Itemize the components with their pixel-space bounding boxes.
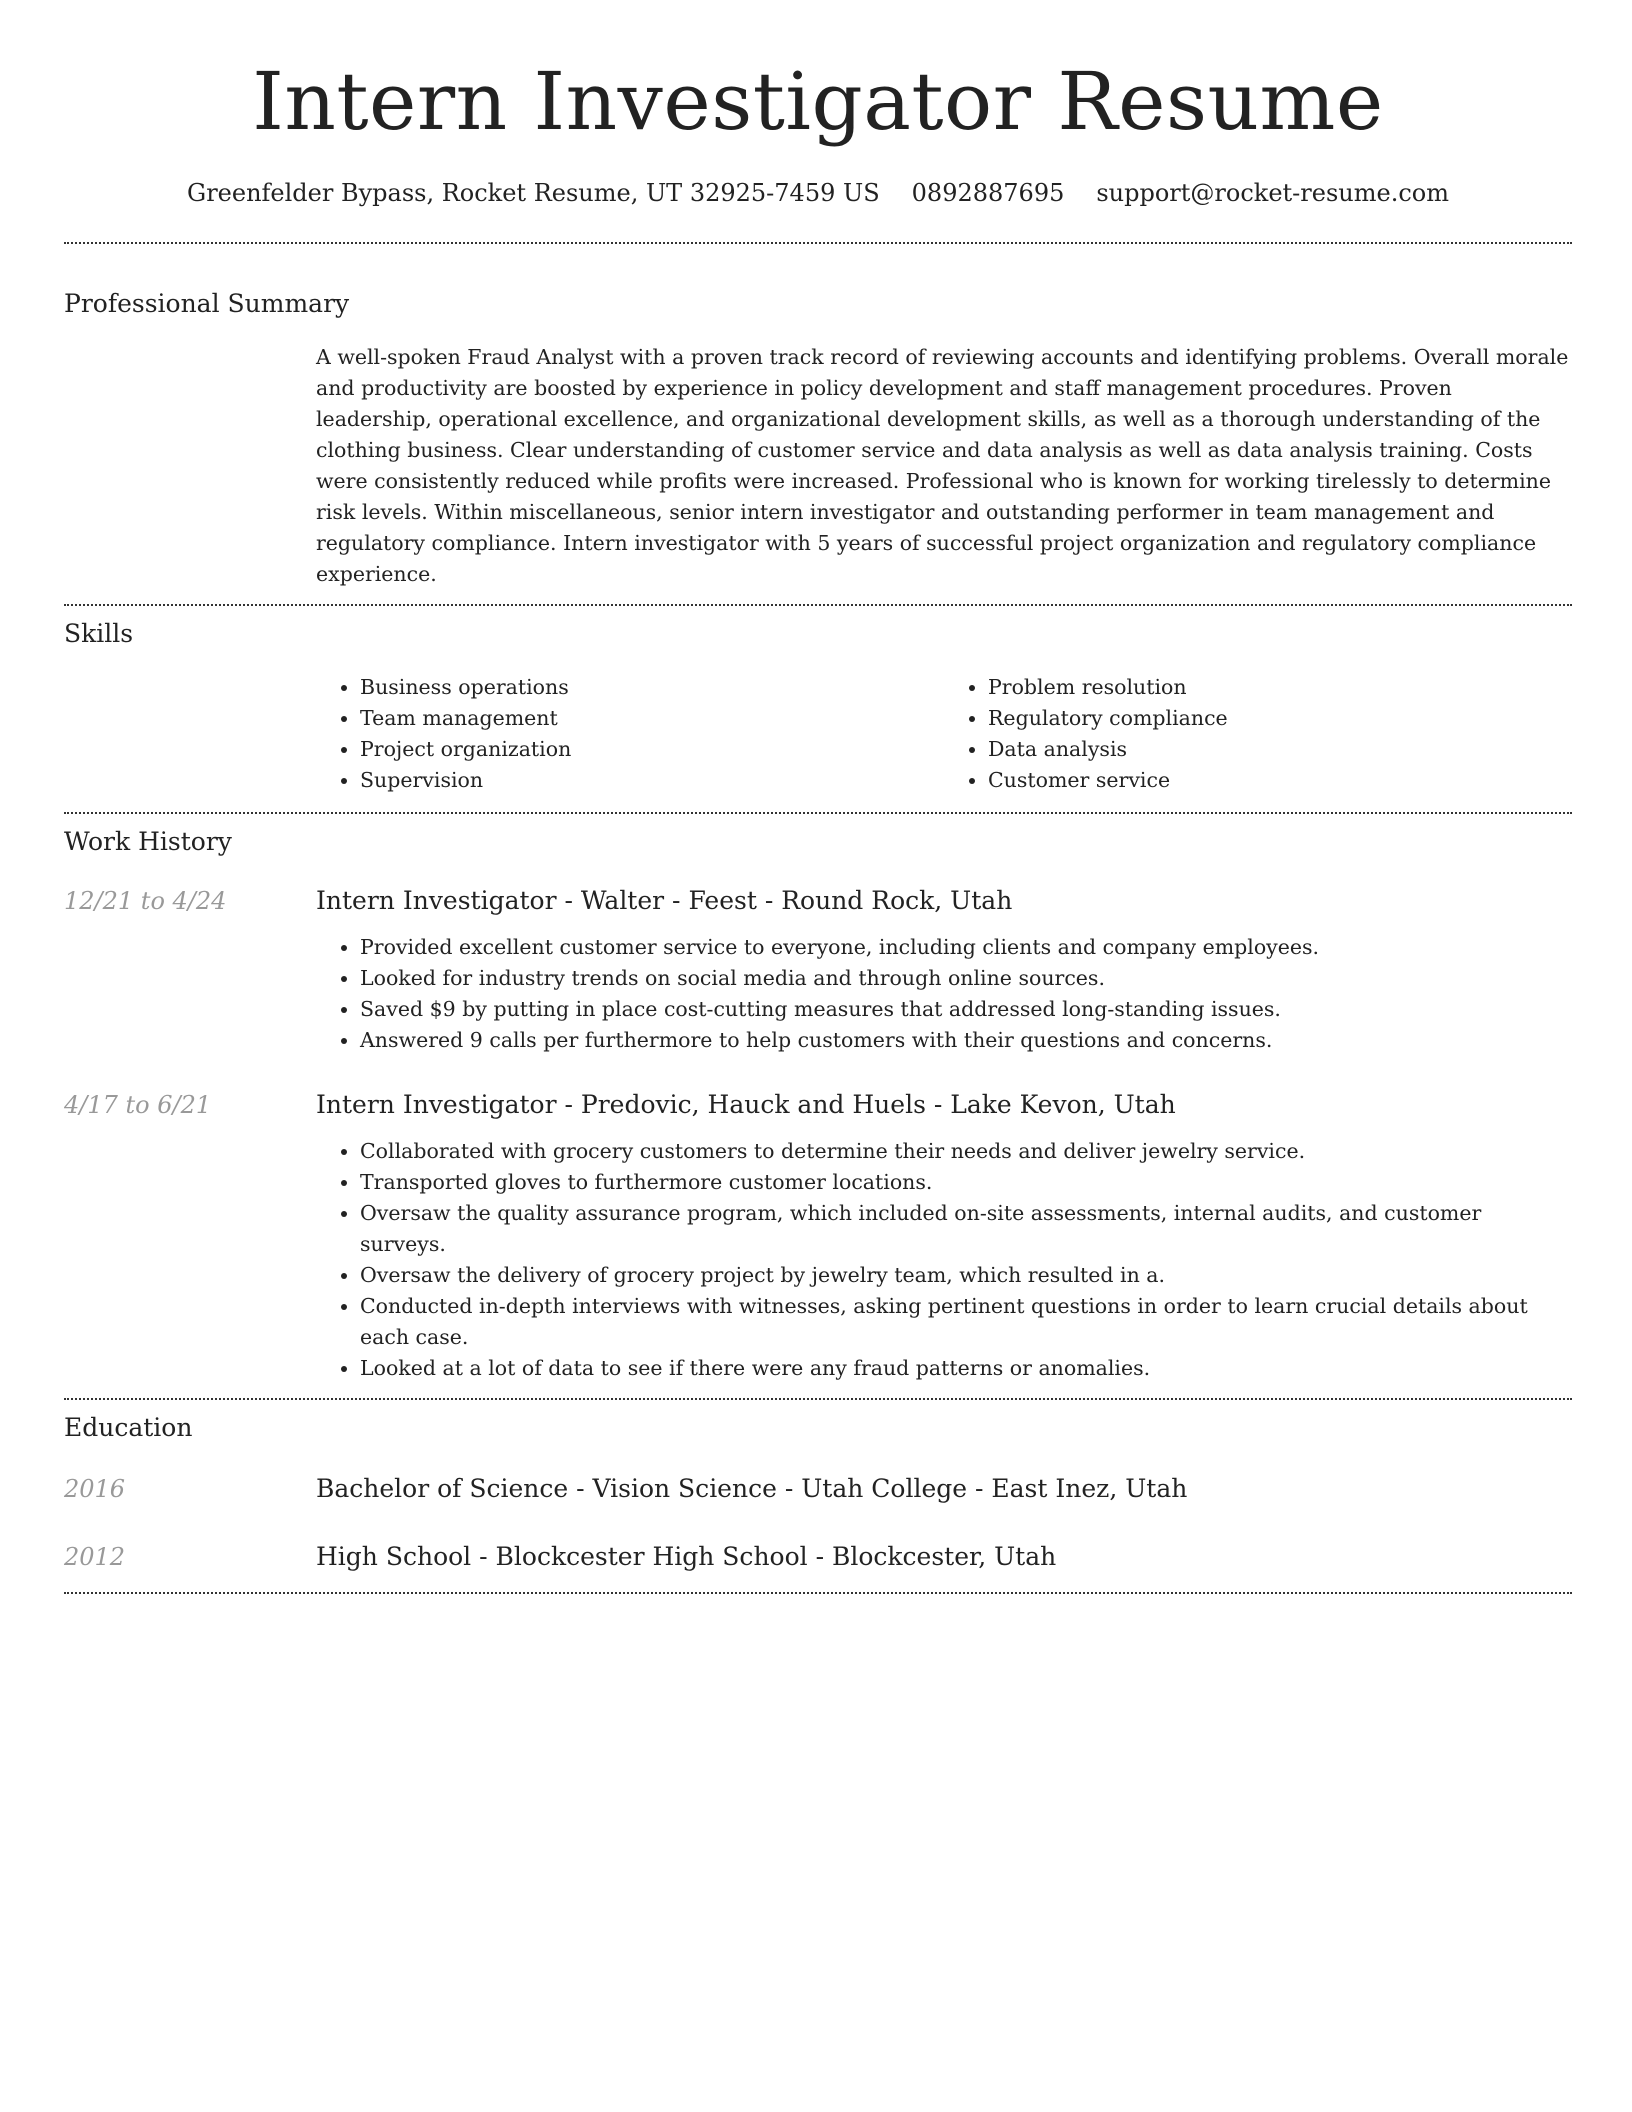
job-details: - Walter - Feest - Round Rock, Utah	[556, 886, 1013, 915]
job-duty: • Transported gloves to furthermore customer locations.	[360, 1167, 1572, 1198]
education-text	[316, 1472, 1187, 1506]
skill-item: • Data analysis	[988, 734, 1572, 765]
skill-item: • Project organization	[360, 734, 944, 765]
skills-section	[64, 606, 1572, 812]
job-duty: • Saved $9 by putting in place cost-cutting measures that addressed long-standing issues.	[360, 994, 1572, 1025]
skill-item: • Business operations	[360, 672, 944, 703]
education-details: - Blockcester High School - Blockcester, Utah	[471, 1542, 1057, 1571]
education-details: - Utah College - East Inez, Utah	[776, 1474, 1188, 1503]
job-duty: • Looked at a lot of data to see if there were any fraud patterns or anomalies.	[360, 1353, 1572, 1384]
job-duty: • Oversaw the quality assurance program, which included on-site assessments, internal audits, and customer surveys.	[360, 1198, 1572, 1260]
job-entry	[64, 1088, 1572, 1384]
skills-column-left	[316, 672, 944, 796]
job-heading	[316, 884, 1572, 918]
summary-heading: Professional Summary	[64, 289, 350, 318]
job-duties	[316, 932, 1572, 1056]
contact-phone: 0892887695	[911, 179, 1065, 207]
job-title: Intern Investigator	[316, 1090, 557, 1119]
job-heading	[316, 1088, 1572, 1122]
education-text	[316, 1540, 1056, 1574]
job-duty: • Collaborated with grocery customers to determine their needs and deliver jewelry service.	[360, 1136, 1572, 1167]
education-degree: High School	[316, 1542, 472, 1571]
job-details: - Predovic, Hauck and Huels - Lake Kevon, Utah	[556, 1090, 1176, 1119]
work-history-section	[64, 814, 1572, 1398]
skill-item: • Customer service	[988, 765, 1572, 796]
education-degree: Bachelor of Science - Vision Science	[316, 1474, 777, 1503]
skill-item: • Regulatory compliance	[988, 703, 1572, 734]
job-duties	[316, 1136, 1572, 1384]
job-entry	[64, 884, 1572, 1056]
contact-address: Greenfelder Bypass, Rocket Resume, UT 32925-7459 US	[187, 179, 880, 207]
resume-title: Intern Investigator Resume	[252, 55, 1384, 148]
skill-item: • Problem resolution	[988, 672, 1572, 703]
education-entry	[64, 1472, 1572, 1506]
resume-page	[64, 0, 1572, 1594]
job-dates: 12/21 to 4/24	[64, 887, 227, 915]
contact-line	[64, 178, 1572, 208]
contact-email: support@rocket-resume.com	[1096, 179, 1449, 207]
education-entry	[64, 1540, 1572, 1574]
job-duty: • Conducted in-depth interviews with witnesses, asking pertinent questions in order to learn crucial details about each case.	[360, 1291, 1572, 1353]
education-year: 2016	[64, 1475, 126, 1503]
education-heading: Education	[64, 1413, 193, 1442]
skills-grid	[316, 672, 1572, 796]
job-title: Intern Investigator	[316, 886, 557, 915]
job-body	[316, 1088, 1572, 1384]
skill-item: • Supervision	[360, 765, 944, 796]
job-body	[316, 884, 1572, 1056]
job-duty: • Answered 9 calls per furthermore to help customers with their questions and concerns.	[360, 1025, 1572, 1056]
job-duty: • Looked for industry trends on social media and through online sources.	[360, 963, 1572, 994]
resume-header	[64, 0, 1572, 208]
summary-section	[64, 244, 1572, 604]
skills-column-right	[944, 672, 1572, 796]
skill-item: • Team management	[360, 703, 944, 734]
job-dates: 4/17 to 6/21	[64, 1091, 212, 1119]
education-year: 2012	[64, 1543, 126, 1571]
summary-text: A well-spoken Fraud Analyst with a proven track record of reviewing accounts and identifying problems. Overall morale and productivity are boosted by experience in policy development and staff management procedures. Proven leadership, operational excellence, and organizational development skills, as well as a thorough understanding of the clothing business. Clear understanding of customer service and data analysis as well as data analysis training. Costs were consistently reduced while profits were increased. Professional who is known for working tirelessly to determine risk levels. Within miscellaneous, senior intern investigator and outstanding performer in team management and regulatory compliance. Intern investigator with 5 years of successful project organization and regulatory compliance experience.	[316, 345, 1569, 586]
work-history-heading: Work History	[64, 827, 232, 856]
job-duty: • Oversaw the delivery of grocery project by jewelry team, which resulted in a.	[360, 1260, 1572, 1291]
skills-heading: Skills	[64, 619, 134, 648]
education-section	[64, 1400, 1572, 1592]
job-duty: • Provided excellent customer service to everyone, including clients and company employees.	[360, 932, 1572, 963]
section-divider	[64, 1592, 1572, 1594]
